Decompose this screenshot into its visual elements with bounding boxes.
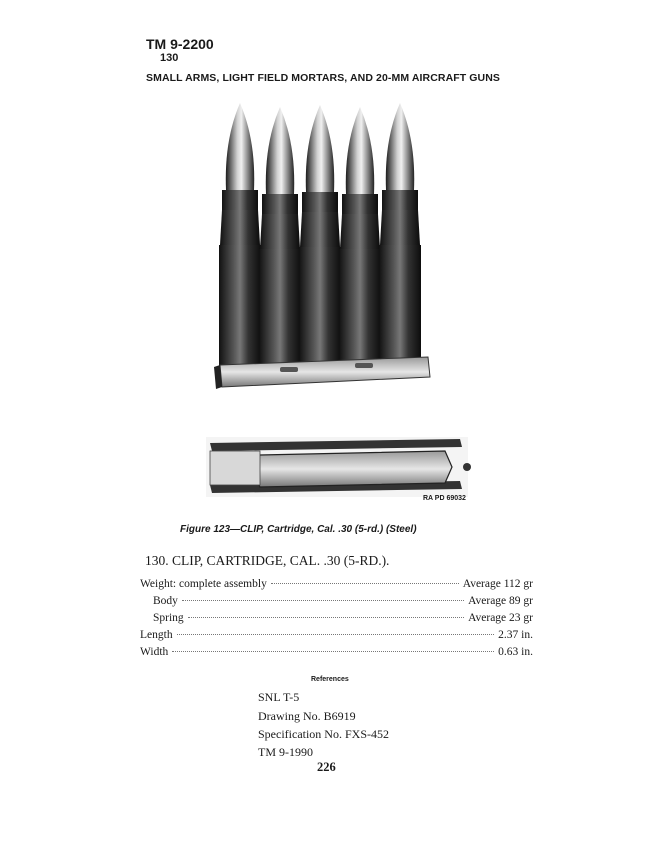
photo-code: RA PD 69032: [423, 495, 466, 502]
spec-row-body: [140, 595, 533, 611]
spec-label: Weight: complete assembly: [140, 578, 267, 590]
spec-label: Body: [153, 595, 178, 607]
leader-dots: [271, 583, 459, 584]
spec-value: Average 89 gr: [468, 595, 533, 607]
spec-value: Average 23 gr: [468, 612, 533, 624]
tm-number: TM 9-2200: [146, 36, 214, 52]
spec-value: 0.63 in.: [498, 646, 533, 658]
spec-label: Width: [140, 646, 169, 658]
leader-dots: [188, 617, 464, 618]
running-title: SMALL ARMS, LIGHT FIELD MORTARS, AND 20-MM AIRCRAFT GUNS: [146, 72, 501, 84]
spec-row-length: [140, 629, 533, 645]
spec-label: Spring: [153, 612, 184, 624]
leader-dots: [177, 634, 495, 635]
clip-cartridge-photo: [190, 95, 480, 510]
references-heading: References: [311, 676, 349, 683]
figure-caption: Figure 123—CLIP, Cartridge, Cal. .30 (5-rd.) (Steel): [180, 524, 417, 535]
spec-label: Length: [140, 629, 173, 641]
spec-row-spring: [140, 612, 533, 628]
section-number: 130: [160, 52, 179, 64]
spec-value: 2.37 in.: [498, 629, 533, 641]
reference-item: Drawing No. B6919: [258, 709, 356, 723]
cartridges: [219, 103, 421, 375]
paragraph-heading: 130. CLIP, CARTRIDGE, CAL. .30 (5-RD.).: [145, 553, 390, 568]
page-number: 226: [317, 760, 336, 774]
reference-item: Specification No. FXS-452: [258, 727, 389, 741]
spec-row-width: [140, 646, 533, 662]
spec-value: Average 112 gr: [462, 578, 533, 590]
clip-side-view: [206, 437, 471, 497]
leader-dots: [182, 600, 464, 601]
reference-item: SNL T-5: [258, 690, 300, 704]
leader-dots: [172, 651, 494, 652]
spec-row-weight: [140, 578, 533, 594]
reference-item: TM 9-1990: [258, 745, 313, 759]
